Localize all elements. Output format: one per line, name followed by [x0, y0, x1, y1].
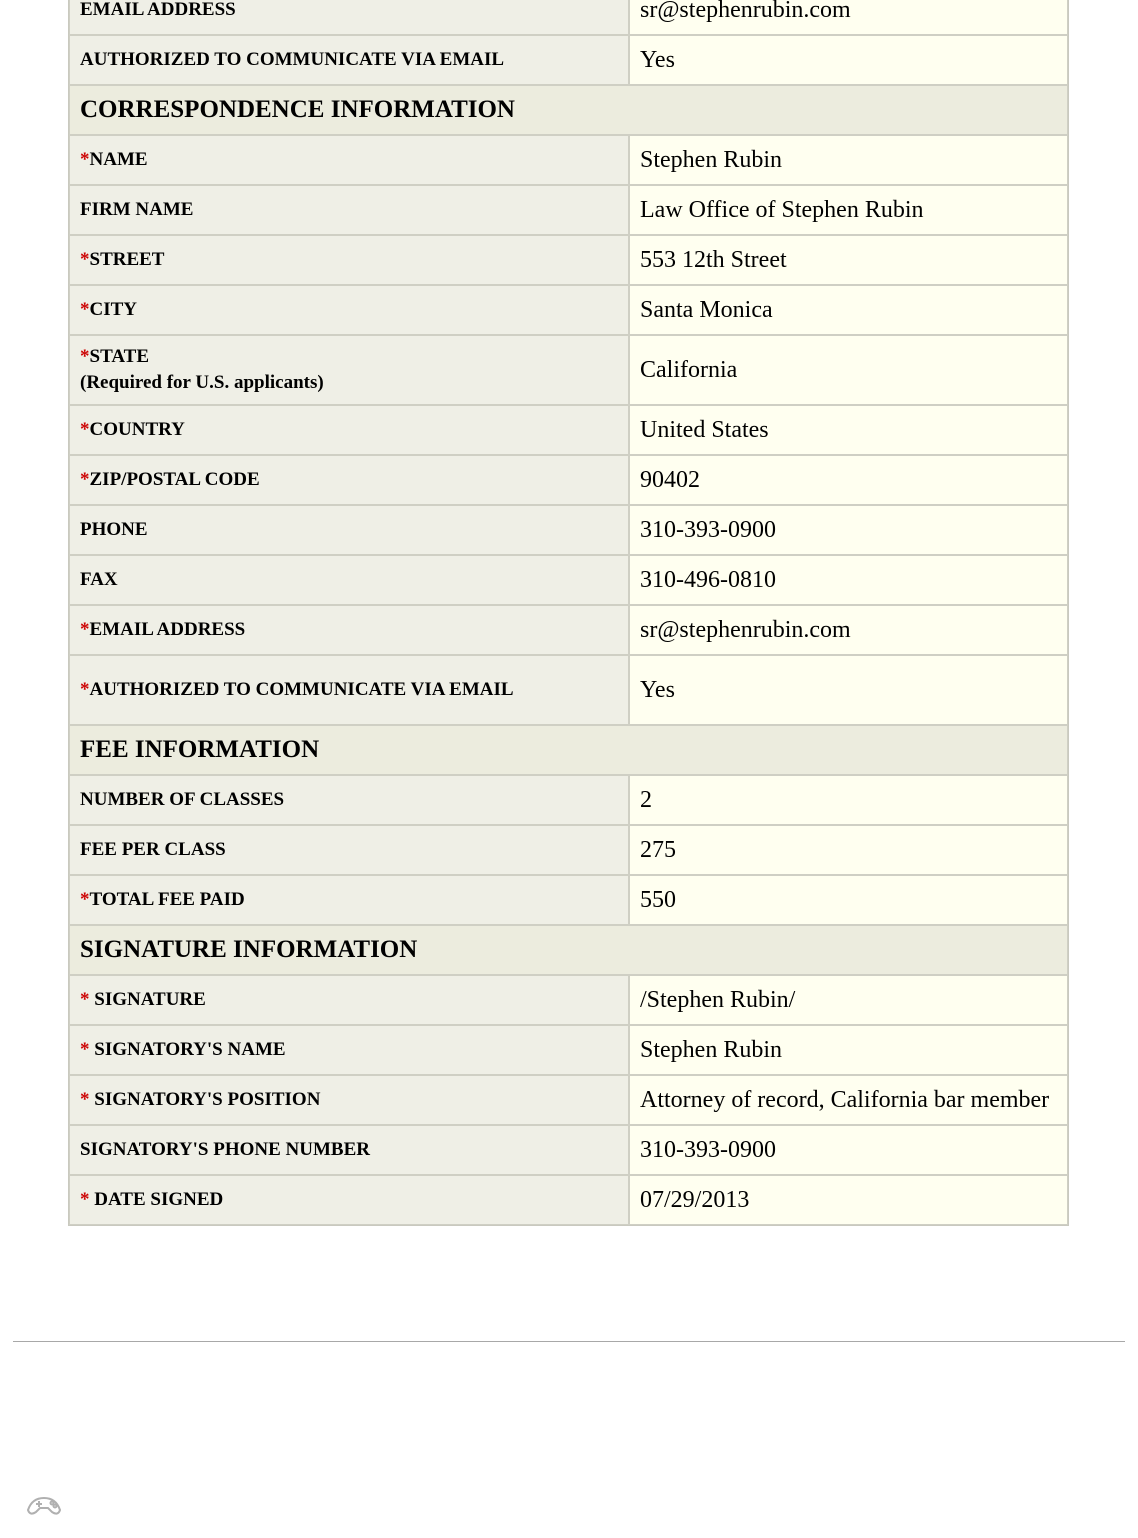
required-asterisk: *: [80, 149, 90, 170]
required-asterisk: *: [80, 346, 90, 367]
form-row: [69, 35, 1068, 85]
field-value: United States: [629, 405, 1068, 455]
required-asterisk: *: [80, 249, 90, 270]
required-asterisk: *: [80, 889, 90, 910]
field-label: [69, 0, 629, 35]
form-row: [69, 875, 1068, 925]
field-value: 310-496-0810: [629, 555, 1068, 605]
field-value: 90402: [629, 455, 1068, 505]
field-label: [69, 185, 629, 235]
field-value: Stephen Rubin: [629, 135, 1068, 185]
field-label-text: STREET: [89, 249, 165, 270]
field-label-text: PHONE: [80, 519, 148, 540]
field-label: [69, 35, 629, 85]
form-row: [69, 135, 1068, 185]
field-label: [69, 605, 629, 655]
field-label: [69, 1175, 629, 1225]
field-label-text: STATE: [89, 346, 149, 367]
field-label-text: EMAIL ADDRESS: [80, 0, 236, 20]
field-label-text: SIGNATORY'S POSITION: [94, 1089, 321, 1110]
field-label-text: COUNTRY: [89, 419, 185, 440]
form-row: [69, 505, 1068, 555]
field-label-text: FAX: [80, 569, 118, 590]
field-value: Yes: [629, 35, 1068, 85]
required-asterisk: *: [80, 1089, 95, 1110]
field-label-text: CITY: [89, 299, 138, 320]
field-label-text: ZIP/POSTAL CODE: [89, 469, 260, 490]
field-label: [69, 1075, 629, 1125]
form-row: [69, 335, 1068, 405]
field-label: [69, 875, 629, 925]
field-value: 2: [629, 775, 1068, 825]
field-label: [69, 655, 629, 725]
page-divider: [13, 1341, 1125, 1342]
form-row: [69, 185, 1068, 235]
required-asterisk: *: [80, 619, 90, 640]
field-label: [69, 775, 629, 825]
field-label-text: AUTHORIZED TO COMMUNICATE VIA EMAIL: [89, 679, 514, 700]
section-title: FEE INFORMATION: [69, 725, 1068, 775]
field-label-text: SIGNATORY'S PHONE NUMBER: [80, 1139, 371, 1160]
form-row: [69, 1125, 1068, 1175]
field-value: Yes: [629, 655, 1068, 725]
gamepad-icon: [22, 1480, 182, 1520]
field-label-text: AUTHORIZED TO COMMUNICATE VIA EMAIL: [80, 49, 505, 70]
field-value: 310-393-0900: [629, 1125, 1068, 1175]
field-label-text: EMAIL ADDRESS: [89, 619, 246, 640]
field-label: [69, 1025, 629, 1075]
required-asterisk: *: [80, 419, 90, 440]
field-label: [69, 335, 629, 405]
field-value: sr@stephenrubin.com: [629, 0, 1068, 35]
field-label: [69, 405, 629, 455]
field-label: [69, 825, 629, 875]
form-row: [69, 455, 1068, 505]
field-label-text: FEE PER CLASS: [80, 839, 226, 860]
section-title: CORRESPONDENCE INFORMATION: [69, 85, 1068, 135]
field-value: /Stephen Rubin/: [629, 975, 1068, 1025]
field-label-text: NUMBER OF CLASSES: [80, 789, 285, 810]
required-asterisk: *: [80, 1189, 95, 1210]
form-row: [69, 825, 1068, 875]
form-row: [69, 285, 1068, 335]
field-label: [69, 285, 629, 335]
required-asterisk: *: [80, 469, 90, 490]
form-row: [69, 0, 1068, 35]
form-row: [69, 555, 1068, 605]
section-title: SIGNATURE INFORMATION: [69, 925, 1068, 975]
field-label-text: FIRM NAME: [80, 199, 194, 220]
field-label: [69, 235, 629, 285]
field-label-text: SIGNATORY'S NAME: [94, 1039, 286, 1060]
required-asterisk: *: [80, 299, 90, 320]
field-value: sr@stephenrubin.com: [629, 605, 1068, 655]
field-label-note: (Required for U.S. applicants): [80, 372, 324, 393]
required-asterisk: *: [80, 989, 95, 1010]
field-value: 275: [629, 825, 1068, 875]
field-label: [69, 975, 629, 1025]
form-row: [69, 405, 1068, 455]
section-header: [69, 85, 1068, 135]
field-label: [69, 1125, 629, 1175]
field-value: 07/29/2013: [629, 1175, 1068, 1225]
form-row: [69, 655, 1068, 725]
k73-watermark-logo: [22, 1480, 182, 1520]
field-label: [69, 505, 629, 555]
field-label: [69, 455, 629, 505]
field-value: 550: [629, 875, 1068, 925]
form-row: [69, 1175, 1068, 1225]
field-value: Attorney of record, California bar member: [629, 1075, 1068, 1125]
form-row: [69, 605, 1068, 655]
form-row: [69, 1025, 1068, 1075]
form-row: [69, 975, 1068, 1025]
field-label-text: DATE SIGNED: [94, 1189, 224, 1210]
required-asterisk: *: [80, 1039, 95, 1060]
field-value: 553 12th Street: [629, 235, 1068, 285]
form-row: [69, 1075, 1068, 1125]
field-value: Law Office of Stephen Rubin: [629, 185, 1068, 235]
field-value: Santa Monica: [629, 285, 1068, 335]
field-label: [69, 555, 629, 605]
field-label-text: TOTAL FEE PAID: [89, 889, 245, 910]
form-table: [68, 0, 1069, 1226]
form-row: [69, 235, 1068, 285]
section-header: [69, 725, 1068, 775]
section-header: [69, 925, 1068, 975]
field-label: [69, 135, 629, 185]
field-label-text: SIGNATURE: [94, 989, 206, 1010]
field-value: California: [629, 335, 1068, 405]
field-value: Stephen Rubin: [629, 1025, 1068, 1075]
field-value: 310-393-0900: [629, 505, 1068, 555]
form-row: [69, 775, 1068, 825]
form-body: [69, 0, 1068, 1225]
field-label-text: NAME: [89, 149, 148, 170]
required-asterisk: *: [80, 679, 90, 700]
